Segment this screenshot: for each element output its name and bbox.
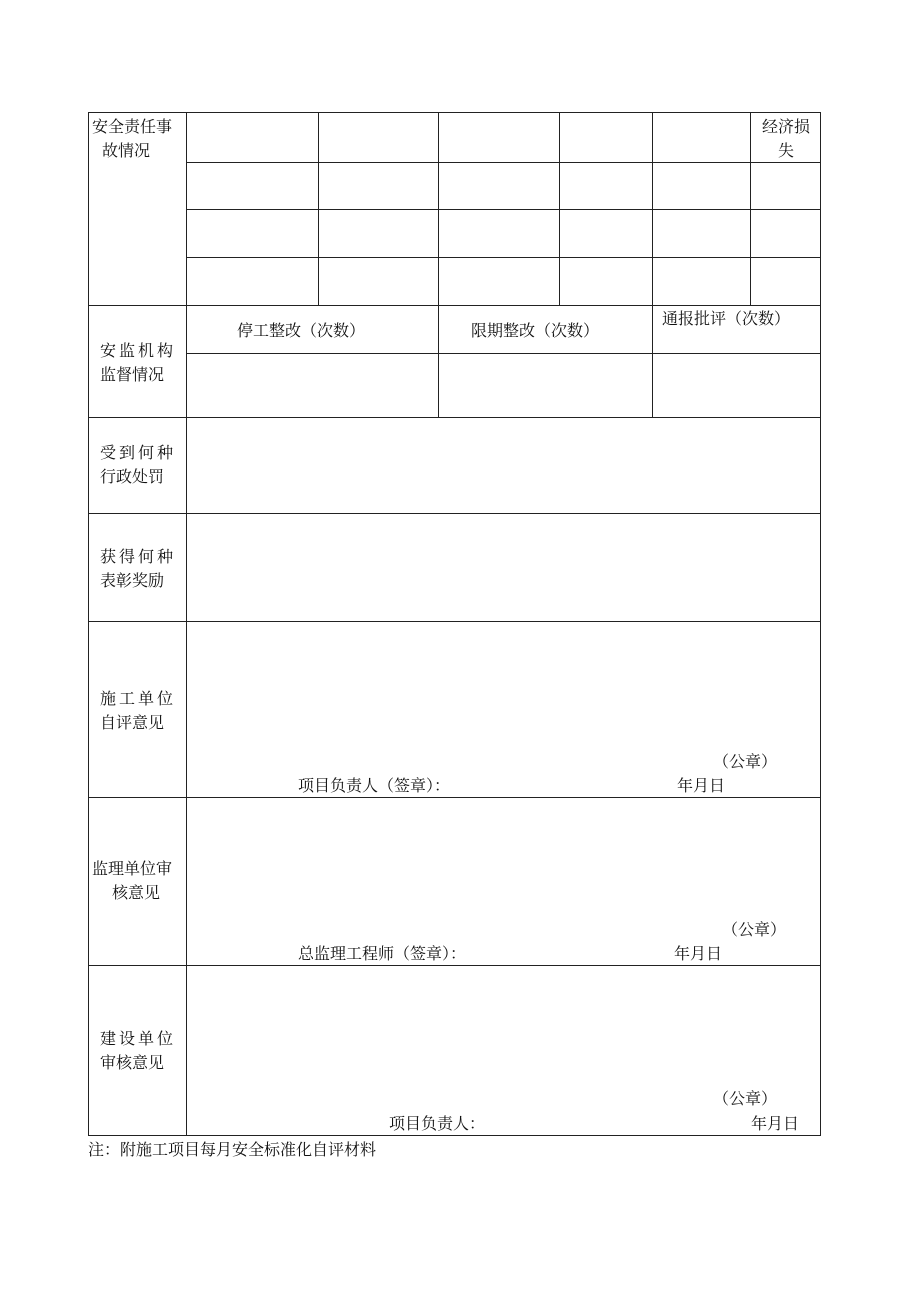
col-line xyxy=(438,112,439,305)
accident-label: 安全责任事 故情况 xyxy=(92,117,173,160)
owner-date: 年月日 xyxy=(751,1114,800,1133)
contractor-seal: （公章） xyxy=(713,752,778,771)
row-line xyxy=(187,257,821,258)
penalty-label: 受到何种 行政处罚 xyxy=(100,443,177,486)
owner-opinion-field[interactable] xyxy=(187,966,820,1084)
contractor-date: 年月日 xyxy=(677,776,726,795)
accident-cell[interactable] xyxy=(187,113,318,162)
supervisor-signer: 总监理工程师（签章）： xyxy=(298,944,467,963)
contractor-label: 施工单位 自评意见 xyxy=(100,689,177,732)
supervisor-seal: （公章） xyxy=(722,920,787,939)
border-right xyxy=(820,112,821,1136)
owner-signer: 项目负责人： xyxy=(389,1114,486,1133)
deadline-rectification-header: 限期整改（次数） xyxy=(471,321,600,340)
economic-loss-header: 经济损 失 xyxy=(761,117,810,160)
row-line xyxy=(187,162,821,163)
footnote: 注：附施工项目每月安全标准化自评材料 xyxy=(88,1140,377,1159)
col-line xyxy=(438,305,439,417)
supervisor-opinion-field[interactable] xyxy=(187,798,820,915)
penalty-field[interactable] xyxy=(187,418,820,513)
contractor-opinion-field[interactable] xyxy=(187,622,820,747)
award-field[interactable] xyxy=(187,514,820,621)
supervisor-date: 年月日 xyxy=(674,944,723,963)
contractor-signer: 项目负责人（签章）： xyxy=(298,776,451,795)
col-line xyxy=(559,112,560,305)
supervisor-label: 监理单位审 核意见 xyxy=(92,859,173,902)
circulated-criticism-header: 通报批评（次数） xyxy=(662,309,791,328)
col-line xyxy=(652,112,653,305)
award-label: 获得何种 表彰奖励 xyxy=(100,547,177,590)
col-line xyxy=(750,112,751,305)
col-line xyxy=(318,112,319,305)
row-line xyxy=(88,305,821,306)
work-stoppage-header: 停工整改（次数） xyxy=(237,321,366,340)
row-line xyxy=(187,353,821,354)
owner-label: 建设单位 审核意见 xyxy=(100,1029,177,1072)
supervision-label: 安监机构 监督情况 xyxy=(100,341,177,384)
row-line xyxy=(187,209,821,210)
owner-seal: （公章） xyxy=(713,1089,778,1108)
border-left xyxy=(88,112,89,1136)
col-line xyxy=(652,305,653,417)
